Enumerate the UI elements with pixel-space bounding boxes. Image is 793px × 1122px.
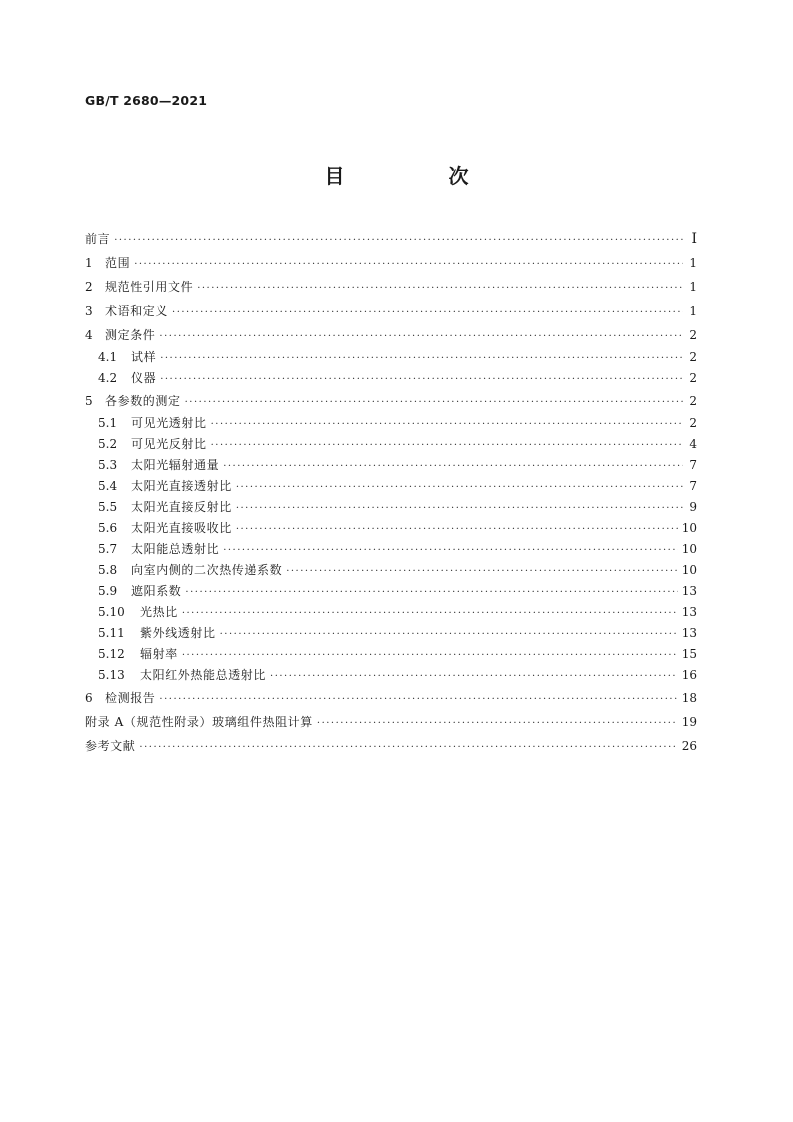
- toc-entry[interactable]: [85, 275, 697, 299]
- toc-entry[interactable]: [85, 686, 697, 710]
- toc-entry-label: 可见光透射比: [131, 416, 207, 430]
- toc-leader-dots: [172, 301, 683, 325]
- toc-entry-number: 3: [85, 304, 93, 318]
- toc-entry-number: 5.7: [98, 542, 118, 556]
- toc-entry-label: 仪器: [131, 371, 157, 385]
- toc-entry-number: 5.13: [98, 668, 125, 682]
- toc-entry-number: 6: [85, 691, 93, 705]
- toc-entry-label: 各参数的测定: [105, 394, 181, 408]
- toc-entry-number: 5.8: [98, 563, 118, 577]
- toc-entry[interactable]: [85, 623, 697, 644]
- toc-entry-label: 向室内侧的二次热传递系数: [131, 563, 283, 577]
- toc-entry-label: 遮阳系数: [131, 584, 182, 598]
- toc-leader-dots: [236, 498, 683, 519]
- toc-entry[interactable]: [85, 455, 697, 476]
- toc-entry-label: 光热比: [140, 605, 178, 619]
- toc-leader-dots: [185, 582, 677, 603]
- toc-leader-dots: [159, 325, 683, 349]
- toc-entry-number: 5.1: [98, 416, 118, 430]
- toc-entry-label: 太阳光直接吸收比: [131, 521, 232, 535]
- toc-entry[interactable]: [85, 251, 697, 275]
- toc-entry-page: 2: [689, 328, 697, 342]
- toc-entry-number: 5.4: [98, 479, 118, 493]
- toc-entry-number: 5: [85, 394, 93, 408]
- toc-leader-dots: [236, 519, 678, 540]
- toc-entry-number: 5.11: [98, 626, 125, 640]
- toc-entry-page: 1: [689, 304, 697, 318]
- toc-entry-page: 10: [681, 521, 697, 535]
- toc-entry-label: 检测报告: [105, 691, 156, 705]
- toc-leader-dots: [134, 253, 683, 277]
- toc-entry-page: 4: [689, 437, 697, 451]
- toc-entry[interactable]: [85, 665, 697, 686]
- toc-entry-page: 10: [681, 542, 697, 556]
- toc-entry-label: 测定条件: [105, 328, 156, 342]
- toc-entry-label: 参考文献: [85, 739, 136, 753]
- toc-leader-dots: [236, 477, 683, 498]
- toc-entry-number: 1: [85, 256, 93, 270]
- toc-leader-dots: [223, 540, 678, 561]
- toc-entry-number: 4: [85, 328, 93, 342]
- toc-entry-label: 术语和定义: [105, 304, 169, 318]
- toc-entry-page: 19: [681, 715, 697, 729]
- toc-leader-dots: [160, 348, 683, 369]
- toc-entry-label: 紫外线透射比: [140, 626, 216, 640]
- toc-entry-label: 太阳能总透射比: [131, 542, 220, 556]
- toc-entry-number: 5.10: [98, 605, 125, 619]
- toc-entry-number: 4.2: [98, 371, 118, 385]
- toc-leader-dots: [182, 645, 678, 666]
- toc-entry-page: 2: [689, 394, 697, 408]
- toc-entry-label: 太阳光直接反射比: [131, 500, 232, 514]
- toc-leader-dots: [159, 688, 677, 712]
- toc-entry-page: 13: [681, 626, 697, 640]
- toc-entry[interactable]: [85, 434, 697, 455]
- toc-entry-page: 2: [689, 350, 697, 364]
- toc-leader-dots: [114, 229, 683, 253]
- toc-entry[interactable]: [85, 347, 697, 368]
- toc-entry[interactable]: [85, 539, 697, 560]
- toc-leader-dots: [286, 561, 678, 582]
- toc-leader-dots: [211, 435, 683, 456]
- toc-entry-label: 太阳红外热能总透射比: [140, 668, 267, 682]
- toc-entry-page: 7: [689, 458, 697, 472]
- toc-entry[interactable]: [85, 518, 697, 539]
- toc-entry-label: 可见光反射比: [131, 437, 207, 451]
- toc-entry[interactable]: [85, 323, 697, 347]
- toc-entry-page: 16: [681, 668, 697, 682]
- toc-leader-dots: [317, 712, 678, 736]
- toc-entry[interactable]: [85, 476, 697, 497]
- toc-leader-dots: [185, 391, 683, 415]
- toc-entry-page: 2: [689, 416, 697, 430]
- toc-entry[interactable]: [85, 299, 697, 323]
- toc-entry[interactable]: [85, 413, 697, 434]
- standard-code: GB/T 2680—2021: [85, 93, 208, 108]
- toc-entry-page: 9: [689, 500, 697, 514]
- toc-entry-label: 太阳光直接透射比: [131, 479, 232, 493]
- toc-entry[interactable]: [85, 368, 697, 389]
- toc-leader-dots: [197, 277, 683, 301]
- toc-entry-label: 辐射率: [140, 647, 178, 661]
- toc-entry-page: 13: [681, 584, 697, 598]
- toc-entry-page: 26: [681, 739, 697, 753]
- toc-entry-label: 太阳光辐射通量: [131, 458, 220, 472]
- toc-entry-number: 5.5: [98, 500, 118, 514]
- toc-leader-dots: [160, 369, 683, 390]
- toc-entry-page: 7: [689, 479, 697, 493]
- toc-entry[interactable]: [85, 560, 697, 581]
- toc-entry-label: 试样: [131, 350, 157, 364]
- toc-entry[interactable]: [85, 581, 697, 602]
- toc-entry-number: 4.1: [98, 350, 118, 364]
- page-title: 目 次: [324, 164, 511, 188]
- toc-entry-label: 附录 A（规范性附录）玻璃组件热阻计算: [85, 715, 313, 729]
- toc-entry[interactable]: [85, 497, 697, 518]
- table-of-contents: [85, 227, 697, 758]
- toc-entry-page: 1: [689, 280, 697, 294]
- toc-entry-number: 5.9: [98, 584, 118, 598]
- toc-entry[interactable]: [85, 602, 697, 623]
- toc-leader-dots: [182, 603, 678, 624]
- toc-entry-number: 5.3: [98, 458, 118, 472]
- toc-entry-number: 5.2: [98, 437, 118, 451]
- toc-leader-dots: [139, 736, 677, 760]
- toc-entry-label: 范围: [105, 256, 131, 270]
- toc-entry-page: 10: [681, 563, 697, 577]
- toc-leader-dots: [223, 456, 683, 477]
- toc-leader-dots: [211, 414, 683, 435]
- toc-entry-page: 13: [681, 605, 697, 619]
- toc-leader-dots: [220, 624, 678, 645]
- toc-entry-page: 1: [689, 256, 697, 270]
- toc-entry-page: 15: [681, 647, 697, 661]
- toc-entry[interactable]: [85, 710, 697, 734]
- toc-entry-page: I: [691, 231, 697, 247]
- toc-entry[interactable]: [85, 227, 697, 251]
- toc-entry[interactable]: [85, 389, 697, 413]
- toc-entry-number: 2: [85, 280, 93, 294]
- toc-entry-label: 前言: [85, 232, 111, 246]
- toc-entry-page: 2: [689, 371, 697, 385]
- toc-entry-number: 5.6: [98, 521, 118, 535]
- toc-entry-number: 5.12: [98, 647, 125, 661]
- toc-leader-dots: [270, 666, 678, 687]
- toc-entry[interactable]: [85, 644, 697, 665]
- toc-entry[interactable]: [85, 734, 697, 758]
- toc-entry-label: 规范性引用文件: [105, 280, 194, 294]
- toc-entry-page: 18: [681, 691, 697, 705]
